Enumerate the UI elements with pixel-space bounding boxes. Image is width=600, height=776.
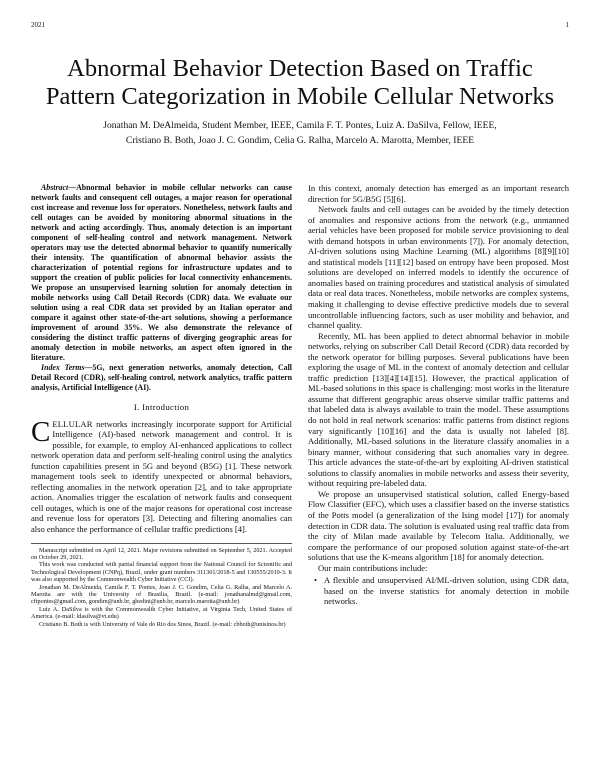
contribution-item-1 [308, 575, 569, 607]
paragraph-faults: Network faults and cell outages can be avoided by the timely detection of anomalies and responsive actions from the network (e.g., unmanned aerial vehicles have been proposed for mobile service provisioning to deal with demand hotspots in urban environments [7]). For anomaly detection, AI-driven solutions using Machine Learning (ML) algorithms [8][9][10] and statistical models [11][12] based on entropy have been proposed. Most solutions are developed on inferred models to identify the occurence of anomalies based on training procedures and statistical analysis of simulated data or real data traces. Nonetheless, mobile networks are complex systems, making it challenging to devise effective predictive models due to several uncontrollable influencing factors, such as user mobility and behavior, and channel quality. [308, 204, 569, 331]
left-column [31, 183, 292, 628]
title-line-2: Pattern Categorization in Mobile Cellular Networks [45, 83, 555, 110]
author-list [40, 118, 560, 148]
authors-line-2: Cristiano B. Both, Joao J. C. Gondim, Celia G. Ralha, Marcelo A. Marotta, Member, IEEE [125, 135, 475, 146]
abstract-text: —Abnormal behavior in mobile cellular networks can cause network faults and consequent cell outages, a major reason for operational cost increase and revenue loss for operators. Nonetheless, network faults and cell outages can be avoided by monitoring abnormal situations in the network and acting accordingly. Thus, anomaly detection is an important component of self-healing control and network management. Network operators may use the detected abnormal behavior to quantify numerically their intensity. The quantification of abnormal behavior assists the characterization of potential regions for infrastructure updates and to support the creation of public policies for local connectivity enhancements. We propose an unsupervised learning solution for anomaly detection in mobile networks using Call Detail Records (CDR) data. We evaluate our solution using a real CDR data set provided by an Italian operator and compare it against other state-of-the-art solutions, showing a performance improvement of around 35%. We also demonstrate the relevance of considering the distinct traffic patterns of diverging geographic areas for anomaly detection in mobile networks, an aspect often ignored in the literature. [31, 183, 292, 362]
page-number: 1 [565, 21, 569, 29]
paragraph-proposal: We propose an unsupervised statistical solution, called Energy-based Flow Classifier (EFC), which uses a classifier based on the inverse statistics of the Potts model (a generalization of the Ising model [17]) for anomaly detection in CDR data. The solution is evaluated using real traffic data from the city of Milan made available by Telecom Italia. Additionally, we compare the performance of our proposed solution against state-of-the-art solutions that use the K-means algorithm [18] for anomaly detection. [308, 488, 569, 563]
paragraph-contributions-intro: Our main contributions include: [318, 562, 428, 573]
drop-cap: C [31, 415, 51, 448]
footnotes [31, 543, 292, 628]
intro-paragraph-1 [31, 415, 292, 535]
paragraph-ml-cdr: Recently, ML has been applied to detect abnormal behavior in mobile networks, relying on subscriber Call Detail Record (CDR) data recorded by the network operator for billing purposes. Several publications have been exploring the usage of ML in the context of anomaly detection and cellular traffic prediction [13][4][14][15]. However, the practical application of ML-based solutions in this space is challenging: most works in the literature assume that different geographic areas observe similar traffic patterns and that labeled data is always available to train the model. These assumptions do not hold in real network scenarios: traffic patterns from distinct regions vary significantly [10][16] and the data is usually not labeled [8]. Additionally, ML-based solutions in the literature classify anomalies in a binary manner, without considering that such anomalies vary in degree. This article advances the state-of-the-art by exploiting AI-driven statistical solutions to classify anomalies in mobile networks and assess their severity, without requiring pre-labeled data. [308, 330, 569, 489]
right-column [308, 183, 569, 607]
footnote-funding: This work was conducted with partial financial support from the National Council for Scientific and Technological Development (CNPq), Brazil, under grant numbers 311301/2018-5 and 130555/2019-3. It was also supported by the Commonwealth Cyber Initiative (CCI). [31, 561, 292, 584]
footnote-submission: Manuscript submitted on April 12, 2021. Major revisions submitted on September 5, 2021. Accepted on October 29, 2021. [31, 546, 292, 561]
intro-text: networks increasingly incorporate support for Artificial Intelligence (AI)-based network management and control. It is possible, for example, to employ AI-enhanced applications to collect network operation data and perform self-healing control using the analytics function capabilities present in 5G and beyond (B5G) [1]. These network management tools seek to identify unexpected or abnormal behaviors, reflecting anomalies in the network operation [2], and to take appropriate action. Anomalies trigger the escalation of network faults and consequent cell outages, which is one of the major reasons for operational cost increase and revenue loss for operators [3]. Detecting and filtering anomalies can also enhance the performance of cellular traffic predictions [4]. [31, 418, 292, 535]
index-terms [31, 363, 292, 393]
abstract [31, 183, 292, 363]
contribution-text-1: A flexible and unsupervised AI/ML-driven solution, using CDR data, based on the inverse statistics for anomaly detection in mobile networks. [324, 575, 569, 607]
footnote-unb-authors: Jonathan M. DeAlmeida, Camila F. T. Pontes, Joao J. C. Gondim, Celia G. Ralha, and Marcelo A. Marotta are with the University of Brasilia, Brazil. (e-mail: jonathanalmd@gmail.com, cftpontes@gmail.com, gondim@unb.br, ghedini@unb.br, marcelo.marotta@unb.br) [31, 583, 292, 606]
title-line-1: Abnormal Behavior Detection Based on Traffic [67, 55, 533, 82]
section-heading-introduction: I. Introduction [133, 402, 190, 412]
index-terms-label: Index Terms [41, 363, 85, 372]
paper-title [40, 55, 560, 111]
authors-line-1: Jonathan M. DeAlmeida, Student Member, IEEE, Camila F. T. Pontes, Luiz A. DaSilva, Fellow, IEEE, [103, 120, 497, 131]
index-terms-text: —5G, next generation networks, anomaly detection, Call Detail Record (CDR), self-healing control, network analytics, traffic pattern analysis, Artificial Intelligence (AI). [31, 363, 292, 392]
abstract-label: Abstract [41, 183, 69, 192]
bullet-marker: • [314, 575, 317, 586]
intro-lead-word: ELLULAR [52, 418, 93, 429]
paragraph-context: In this context, anomaly detection has emerged as an important research direction for 5G/B5G [5][6]. [308, 183, 569, 204]
header-year: 2021 [31, 21, 45, 29]
footnote-dasilva: Luiz A. DaSilva is with the Commonwealth Cyber Initiative, at Virginia Tech, United States of America. (e-mail: ldasilva@vt.edu) [31, 605, 292, 621]
footnote-both: Cristiano B. Both is with University of Vale do Rio dos Sinos, Brazil. (e-mail: cbboth@unisinos.br) [39, 620, 286, 628]
